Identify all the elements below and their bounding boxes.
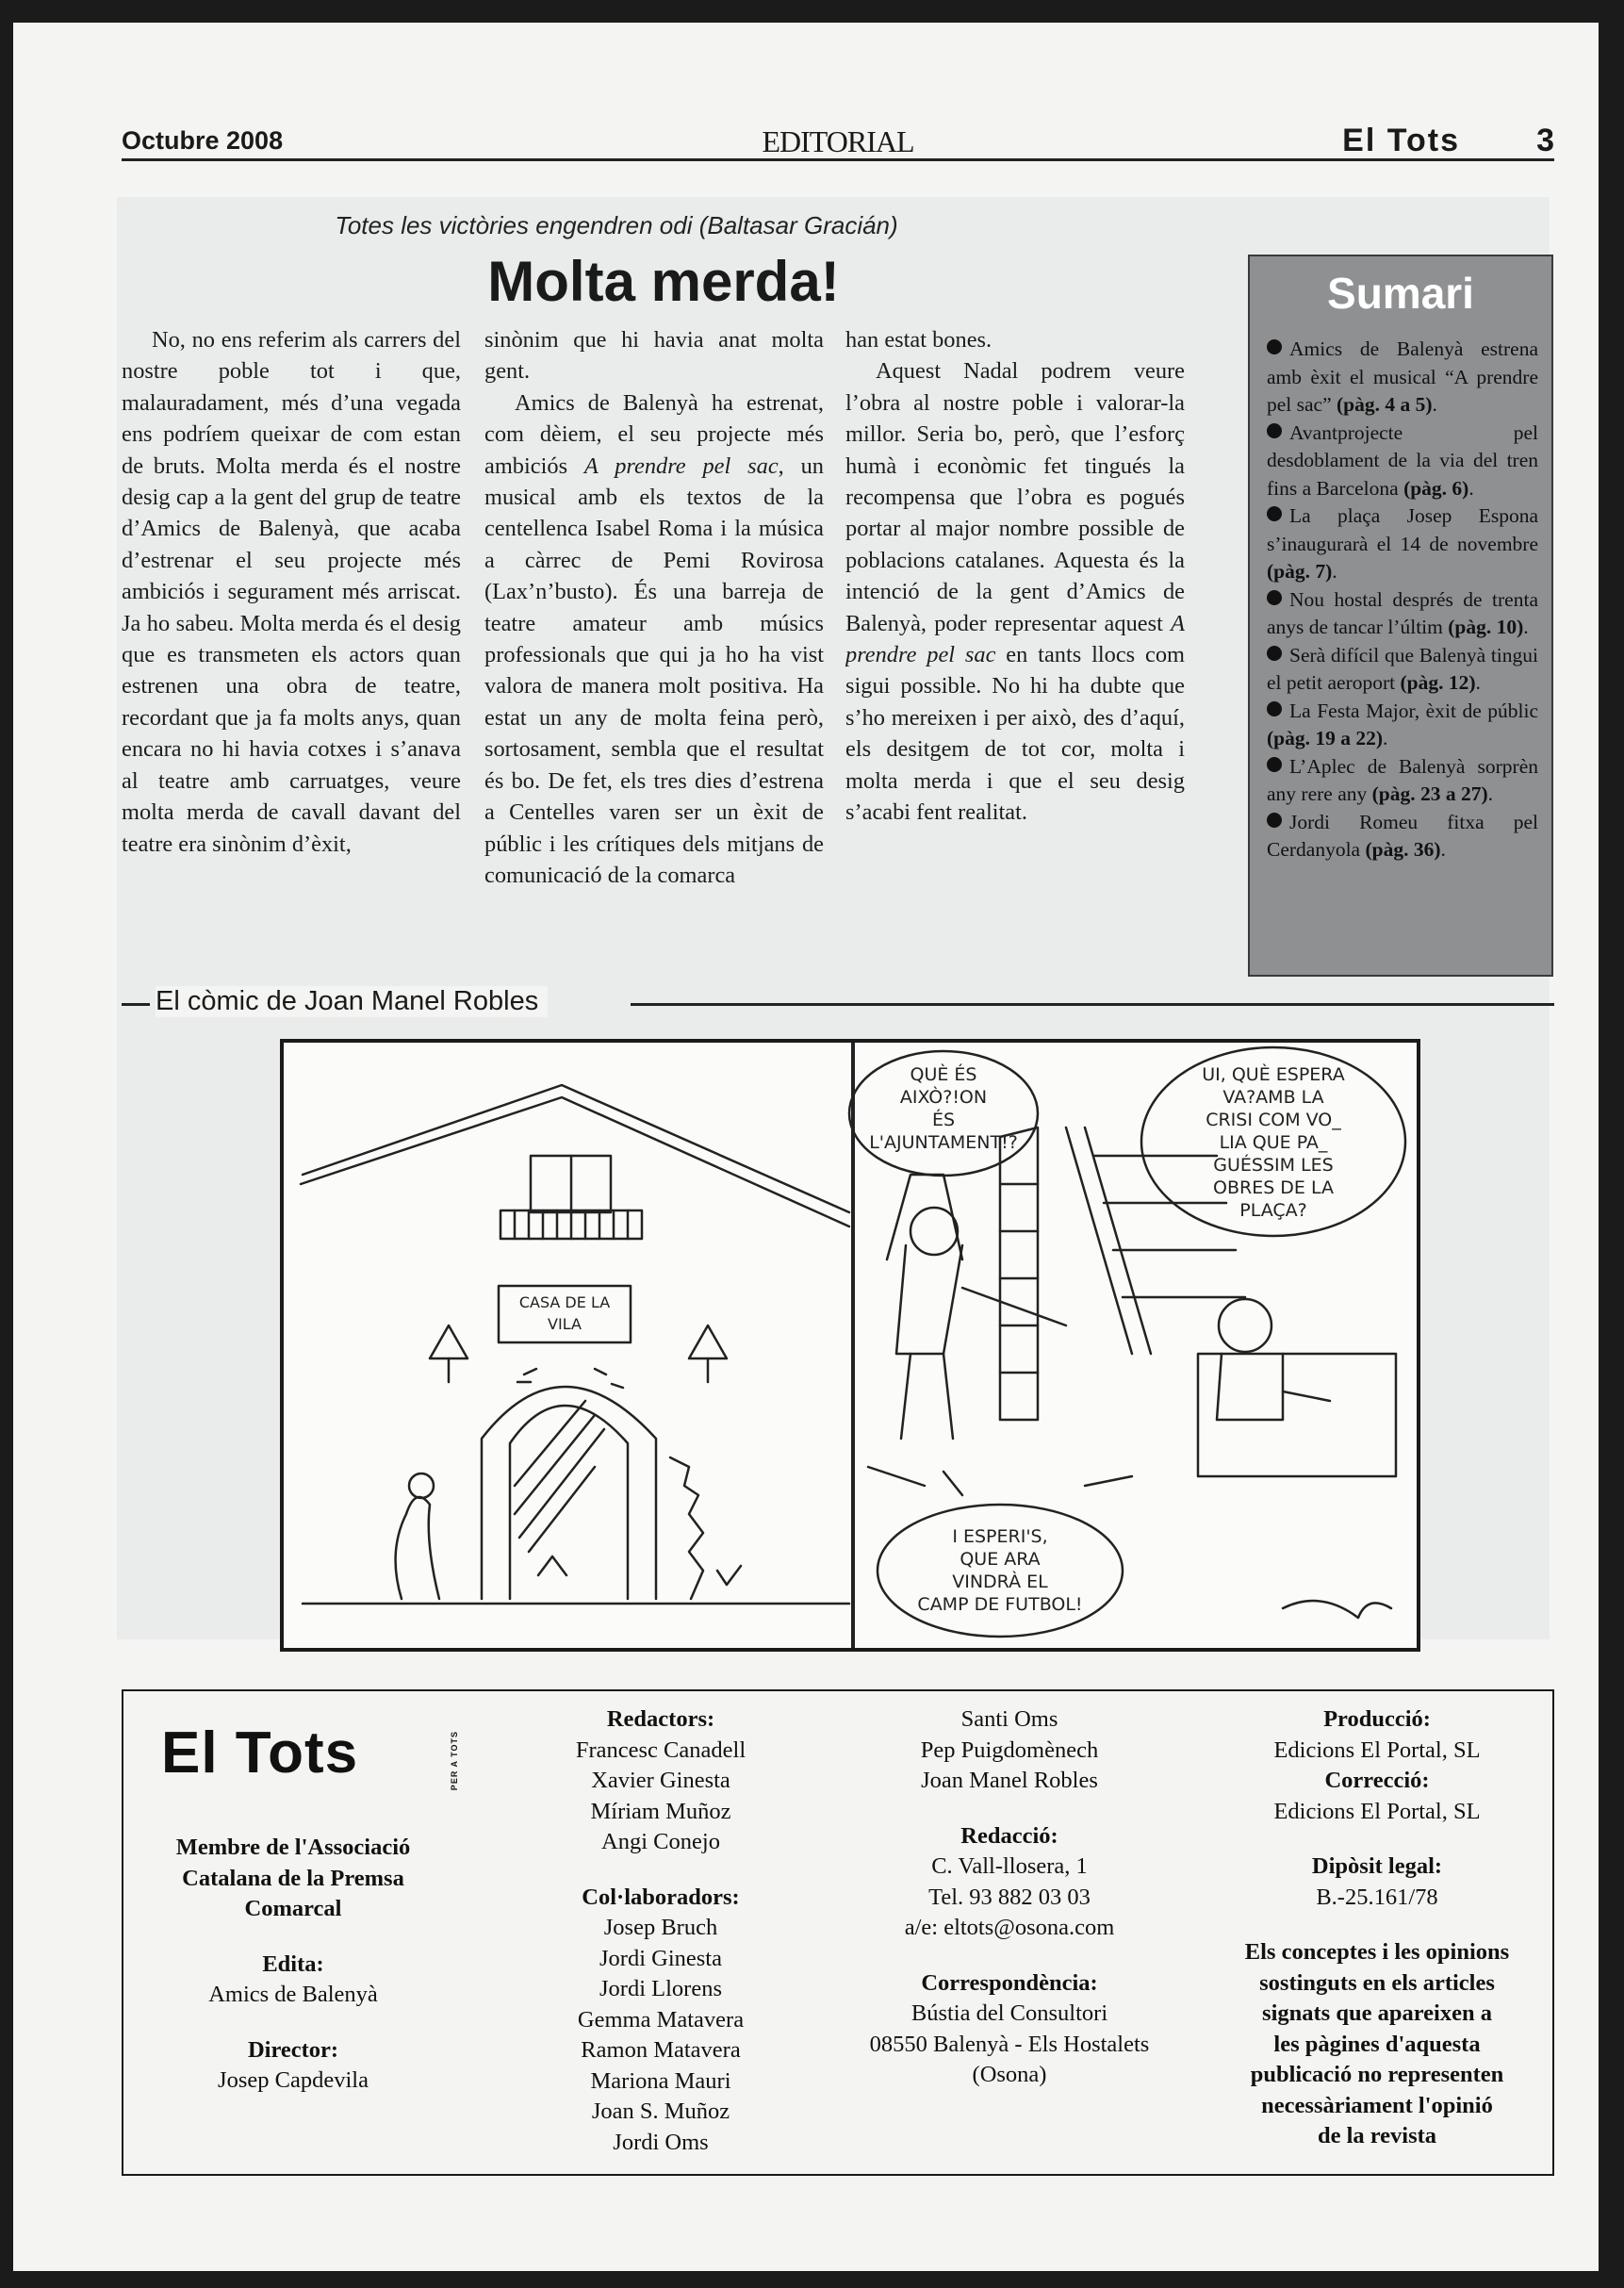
person-sitting: [1219, 1299, 1271, 1352]
summary-item-end: .: [1432, 393, 1437, 416]
correspondence-label: Correspondència:: [921, 1969, 1098, 1996]
summary-item: [1267, 586, 1538, 642]
summary-item-page: (pàg. 10): [1448, 616, 1524, 638]
editors-label: Redactors:: [606, 1706, 715, 1732]
address-line: C. Vall-llosera, 1: [931, 1853, 1088, 1879]
proofreading-label: Correcció:: [1324, 1768, 1430, 1793]
contributor-name: Josep Bruch: [603, 1915, 718, 1940]
paragraph: No, no ens referim als carrers del nostre poble tot i que, malauradament, més d’una vegada ens podríem queixar de com estan de bruts. Molta merda és el nostre desig cap a la gent del grup de teatre d’Amics de Balenyà, que acaba d’estrenar el seu projecte més ambiciós i segurament més arriscat. Ja ho sabeu. Molta merda és el desig que es transmeten els actors quan estrenen una obra de teatre, recordant que ja fa molts anys, quan encara no hi havia cotxes i s’anava al teatre amb carruatges, veure molta merda de cavall davant del teatre era sinònim d’èxit,: [122, 327, 461, 857]
legal-deposit: B.-25.161/78: [1316, 1884, 1438, 1910]
membership-line: Comarcal: [244, 1896, 342, 1921]
summary-item-end: .: [1383, 727, 1388, 749]
text-run: en tants llocs com sigui possible. No hi ha dubte que s’ho mereixen i per això, des d’aquí, els desitgem de tot cor, molta i molta merda i que el seu desig s’acabi fent realitat.: [845, 642, 1185, 826]
contributor-name: Joan S. Muñoz: [591, 2099, 730, 2124]
arch-doorway: [482, 1387, 656, 1599]
newsroom-address: [840, 1852, 1179, 1944]
person-standing: [896, 1245, 962, 1354]
proofreading: Edicions El Portal, SL: [1273, 1798, 1481, 1824]
disclaimer-line: les pàgines d'aquesta: [1273, 2031, 1481, 2057]
summary-item-end: .: [1332, 560, 1337, 583]
correspondence-address: [840, 1999, 1179, 2091]
divider: [631, 1003, 1554, 1006]
production-block: [1217, 1704, 1537, 2152]
disclaimer-line: Els conceptes i les opinions: [1244, 1939, 1510, 1965]
ladder: [1066, 1128, 1151, 1354]
speech-bubble-3-text: VINDRÀ EL: [952, 1572, 1048, 1592]
contact-block: [840, 1704, 1179, 2091]
summary-title: Sumari: [1327, 269, 1474, 318]
membership-line: Catalana de la Premsa: [182, 1865, 404, 1891]
contributors-list-continued: [840, 1704, 1179, 1797]
contributor-name: Pep Puigdomènech: [920, 1737, 1099, 1763]
section-title: EDITORIAL: [762, 124, 914, 158]
summary-item: [1267, 336, 1538, 420]
summary-item-page: (pàg. 36): [1365, 838, 1441, 861]
speech-bubble-3-text: QUE ARA: [960, 1549, 1041, 1570]
speech-bubble-3-text: CAMP DE FUTBOL!: [917, 1594, 1083, 1615]
publication-name: El Tots: [1342, 123, 1460, 158]
publisher-label: Edita:: [262, 1951, 324, 1977]
summary-item-page: (pàg. 4 a 5): [1337, 393, 1433, 416]
summary-item-page: (pàg. 19 a 22): [1267, 727, 1384, 749]
summary-item-page: (pàg. 6): [1403, 476, 1469, 500]
association-block: [142, 1833, 444, 2097]
stone-edge: [670, 1457, 703, 1599]
summary-item: [1267, 809, 1538, 864]
address-line: 08550 Balenyà - Els Hostalets: [869, 2031, 1150, 2057]
summary-item: [1267, 420, 1538, 503]
summary-list: [1250, 330, 1551, 864]
comic-heading-text: El còmic de Joan Manel Robles: [156, 986, 548, 1017]
speech-bubble-2-text: PLAÇA?: [1239, 1200, 1307, 1221]
summary-item-end: .: [1440, 838, 1446, 861]
show-title: A prendre pel sac: [845, 610, 1185, 668]
address-line: a/e: eltots@osona.com: [904, 1915, 1115, 1940]
contributor-name: Mariona Mauri: [590, 2067, 731, 2094]
text-run: Aquest Nadal podrem veure l’obra al nostre poble i valorar-la millor. Seria bo, però, que l’esforç humà i econòmic fet tingués la recompensa que l’obra es pogués portar al major nombre possible de poblacions catalanes. Aquesta és la intenció de la gent d’Amics de Balenyà, poder representar aquest: [845, 358, 1185, 636]
summary-box: [1248, 255, 1553, 977]
editorial-column-1: [122, 324, 461, 984]
summary-item: [1267, 753, 1538, 809]
contributors-list: [538, 1913, 783, 2158]
summary-item-text: Nou hostal després de trenta anys de tancar l’últim: [1267, 587, 1538, 638]
comic-drawing: [284, 1043, 1417, 1648]
summary-item-end: .: [1475, 671, 1481, 694]
director-label: Director:: [247, 2036, 339, 2063]
director: Josep Capdevila: [218, 2067, 369, 2093]
speech-bubble-1-text: AIXÒ?!ON: [899, 1087, 988, 1108]
summary-item-end: .: [1487, 782, 1494, 805]
sign-text-line1: CASA DE LA: [518, 1293, 611, 1311]
disclaimer-line: signats que apareixen a: [1262, 2000, 1492, 2026]
page-header: [122, 109, 1554, 161]
speech-bubble-2-text: LIA QUE PA_: [1219, 1132, 1328, 1153]
disclaimer-line: de la revista: [1317, 2123, 1437, 2148]
editor-name: Angi Conejo: [601, 1829, 720, 1854]
person-left: [396, 1497, 439, 1599]
bullet-icon: [1267, 506, 1282, 521]
publisher: Amics de Balenyà: [208, 1982, 378, 2007]
disclaimer: [1217, 1937, 1537, 2152]
editor-name: Míriam Muñoz: [590, 1798, 731, 1824]
summary-item-end: .: [1523, 616, 1529, 638]
divider: [122, 1003, 150, 1006]
paragraph: [845, 355, 1185, 828]
bullet-icon: [1267, 339, 1282, 354]
newsroom-label: Redacció:: [960, 1822, 1058, 1849]
address-line: (Osona): [972, 2062, 1047, 2087]
summary-item-page: (pàg. 7): [1267, 560, 1333, 583]
desk: [1198, 1354, 1396, 1476]
speech-bubble-2-text: VA?AMB LA: [1222, 1087, 1324, 1108]
summary-item-text: Jordi Romeu fitxa pel Cerdanyola: [1267, 810, 1538, 861]
bullet-icon: [1267, 757, 1282, 772]
summary-item-text: Amics de Balenyà estrena amb èxit el musical “A prendre pel sac”: [1267, 337, 1538, 416]
contributor-name: Gemma Matavera: [577, 2006, 745, 2033]
summary-item-text: La Festa Major, èxit de públic: [1289, 699, 1538, 722]
speech-bubble-2-text: UI, QUÈ ESPERA: [1202, 1064, 1345, 1085]
production-label: Producció:: [1323, 1706, 1431, 1732]
speech-bubble-2-text: OBRES DE LA: [1213, 1177, 1334, 1198]
staff-block: [538, 1704, 783, 2158]
speech-bubble-1-text: ÉS: [931, 1110, 956, 1130]
summary-item-page: (pàg. 23 a 27): [1371, 782, 1488, 805]
contributor-name: Santi Oms: [960, 1706, 1058, 1732]
scaffold: [1000, 1128, 1038, 1420]
summary-item-end: .: [1468, 476, 1474, 500]
summary-item-page: (pàg. 12): [1400, 671, 1476, 694]
editor-name: Francesc Canadell: [575, 1737, 746, 1763]
lamp-right: [689, 1325, 727, 1358]
contributor-name: Ramon Matavera: [581, 2037, 741, 2063]
newspaper-page: [13, 23, 1599, 2271]
editorial-headline: Molta merda!: [487, 250, 840, 313]
disclaimer-line: sostinguts en els articles: [1259, 1969, 1495, 1996]
contributors-label: Col·laboradors:: [582, 1884, 740, 1910]
summary-item-text: La plaça Josep Espona s’inaugurarà el 14 de novembre: [1267, 504, 1538, 555]
production: Edicions El Portal, SL: [1273, 1737, 1481, 1763]
masthead-credits: [122, 1689, 1554, 2176]
bullet-icon: [1267, 590, 1282, 605]
editorial-quote: Totes les victòries engendren odi (Baltasar Gracián): [335, 211, 898, 239]
editor-name: Xavier Ginesta: [591, 1768, 730, 1793]
disclaimer-line: necessàriament l'opinió: [1261, 2092, 1493, 2118]
speech-bubble-1-text: QUÈ ÉS: [910, 1064, 977, 1085]
signature: [1283, 1601, 1391, 1618]
editorial-column-2: [484, 324, 824, 984]
contributor-name: Jordi Ginesta: [599, 1945, 722, 1971]
bullet-icon: [1267, 701, 1282, 716]
contributor-name: Jordi Llorens: [599, 1976, 722, 2001]
masthead-logo: El Tots: [161, 1720, 359, 1786]
summary-item-text: L’Aplec de Balenyà sorprèn any rere any: [1267, 754, 1538, 805]
speech-bubble-2-text: CRISI COM VO_: [1206, 1110, 1341, 1130]
paragraph: [484, 387, 824, 892]
issue-date: Octubre 2008: [122, 126, 284, 155]
logo-tagline: PER A TOTS: [450, 1731, 459, 1791]
text-run: , un musical amb els textos de la centellenca Isabel Roma i la música a càrrec de Pemi Rovirosa (Lax’n’busto). És una barreja de teatre amateur amb músics professionals que qui ja ho ha vist valora de manera molt positiva. Ha estat un any de molta feina però, sortosament, sembla que el resultat és bo. De fet, els tres dies d’estrena a Centelles varen ser un èxit de públic i les crítiques dels mitjans de comunicació de la comarca: [484, 453, 824, 888]
sign-text-line2: VILA: [548, 1315, 582, 1333]
association-membership: [142, 1833, 444, 1925]
speech-bubble-3-text: I ESPERI'S,: [952, 1526, 1048, 1547]
bullet-icon: [1267, 423, 1282, 438]
summary-item-text: Avantprojecte pel desdoblament de la via del tren fins a Barcelona: [1267, 420, 1538, 500]
show-title: A prendre pel sac: [583, 453, 779, 479]
summary-item: [1267, 642, 1538, 698]
comic-heading: [122, 986, 1554, 1024]
paragraph: han estat bones.: [845, 327, 992, 353]
summary-item: [1267, 698, 1538, 753]
speech-bubble-3: [878, 1505, 1123, 1637]
speech-bubble-1-text: L'AJUNTAMENT!?: [869, 1132, 1018, 1153]
paragraph: sinònim que hi havia anat molta gent.: [484, 327, 824, 385]
editorial-column-3: [845, 324, 1185, 984]
editors-list: [538, 1736, 783, 1858]
summary-item-text: Serà difícil que Balenyà tingui el petit aeroport: [1267, 643, 1538, 694]
address-line: Tel. 93 882 03 03: [928, 1884, 1091, 1910]
bullet-icon: [1267, 813, 1282, 828]
text-run: Amics de Balenyà ha estrenat, com dèiem, el seu projecte més ambiciós: [484, 389, 824, 479]
speech-bubble-2-text: GUÉSSIM LES: [1213, 1155, 1334, 1176]
summary-item: [1267, 502, 1538, 586]
disclaimer-line: publicació no representen: [1250, 2062, 1504, 2087]
comic-strip: [280, 1039, 1420, 1652]
lamp-left: [430, 1325, 468, 1358]
contributor-name: Jordi Oms: [613, 2129, 709, 2155]
contributor-name: Joan Manel Robles: [921, 1768, 1098, 1793]
membership-line: Membre de l'Associació: [175, 1835, 411, 1860]
bullet-icon: [1267, 646, 1282, 661]
legal-deposit-label: Dipòsit legal:: [1311, 1853, 1443, 1879]
address-line: Bústia del Consultori: [910, 2000, 1108, 2026]
page-number: 3: [1536, 123, 1554, 158]
